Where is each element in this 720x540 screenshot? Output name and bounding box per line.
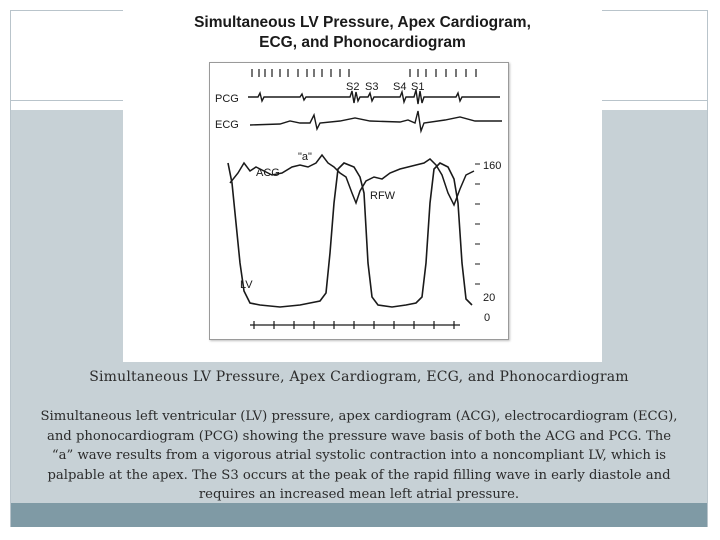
s4-label: S4	[393, 81, 407, 93]
cardiogram-figure	[209, 62, 509, 340]
figure-title-line1: Simultaneous LV Pressure, Apex Cardiogram,	[194, 14, 531, 31]
ecg-trace	[250, 111, 502, 131]
caption-title: Simultaneous LV Pressure, Apex Cardiogram, ECG, and Phonocardiogram	[89, 369, 629, 385]
ecg-label: ECG	[215, 119, 239, 131]
scale-20-label: 20	[483, 292, 496, 304]
pressure-scale	[475, 164, 480, 284]
footer-bar	[11, 503, 707, 527]
scale-160-label: 160	[483, 160, 502, 172]
lv-label: LV	[240, 279, 253, 291]
s3-label: S3	[365, 81, 379, 93]
rfw-label: RFW	[370, 190, 396, 202]
timing-ticks	[252, 69, 476, 77]
a-wave-label: "a"	[298, 151, 312, 163]
pcg-label: PCG	[215, 93, 239, 105]
figure-title-line2: ECG, and Phonocardiogram	[259, 34, 466, 51]
cardiogram-plot	[210, 63, 508, 339]
s1-label: S1	[411, 81, 425, 93]
bottom-timing-ticks	[250, 321, 460, 329]
acg-trace	[230, 155, 474, 205]
s2-label: S2	[346, 81, 360, 93]
caption-body: Simultaneous left ventricular (LV) pressure, apex cardiogram (ACG), electrocardiogram (ECG), and phonocardiogram (PCG) showing the pressure wave basis of both the ACG and PCG. The “a” wave results from a vigorous atrial systolic contraction into a noncompliant LV, which is palpable at the apex. The S3 occurs at the peak of the rapid filling wave in early diastole and requires an increased mean left atrial pressure.	[40, 409, 678, 502]
scale-0-label: 0	[484, 312, 491, 324]
acg-label: ACG	[256, 167, 280, 179]
lv-pressure-trace	[228, 163, 472, 307]
